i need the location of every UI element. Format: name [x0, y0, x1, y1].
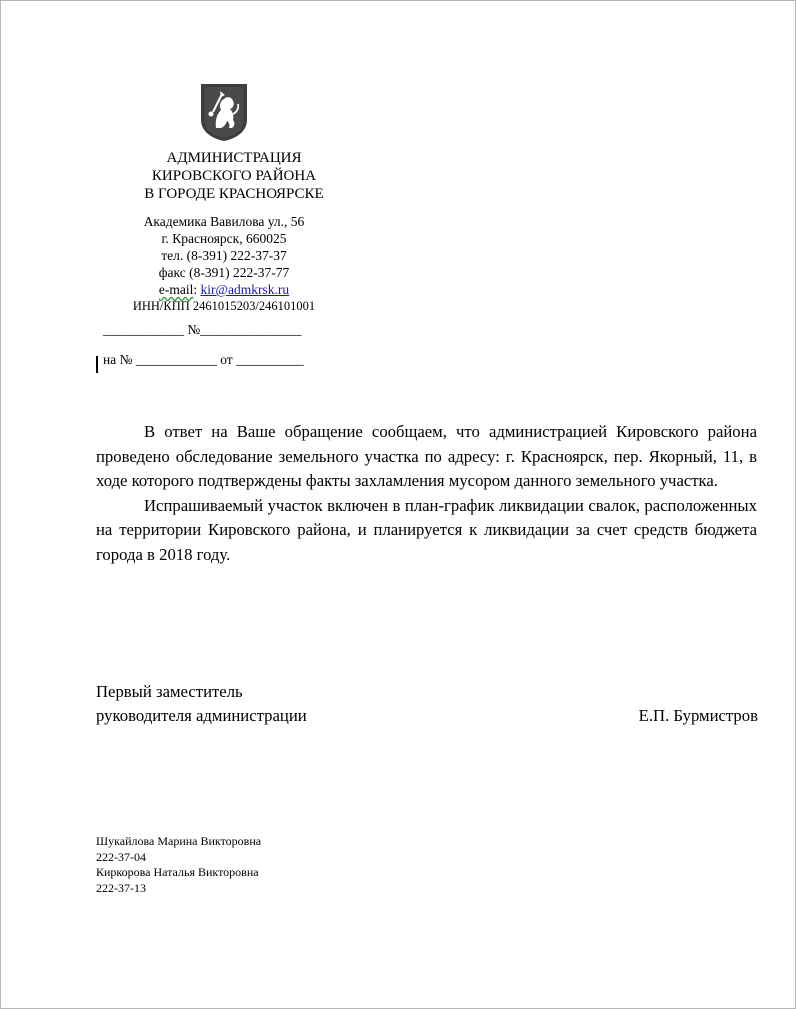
executor-name: Шукайлова Марина Викторовна: [96, 834, 262, 848]
organization-name: [96, 149, 372, 203]
phone: тел. (8-391) 222-37-37: [161, 248, 287, 263]
address-street: Академика Вавилова ул., 56: [143, 214, 305, 229]
incoming-reference-line: на № ____________ от __________: [103, 352, 304, 367]
position-line: Первый заместитель: [96, 682, 243, 701]
email-line: [96, 281, 352, 298]
signatory-name: Е.П. Бурмистров: [638, 706, 758, 725]
coat-of-arms-icon: [199, 82, 249, 142]
executors-block: [96, 834, 261, 896]
org-line: КИРОВСКОГО РАЙОНА: [151, 168, 317, 184]
outgoing-number-line: ____________ №_______________: [103, 322, 302, 337]
text-cursor: [96, 356, 98, 373]
position-line: руководителя администрации: [96, 706, 307, 725]
email-separator: :: [193, 282, 201, 297]
executor-phone: 222-37-13: [96, 880, 146, 895]
executor-phone: 222-37-04: [96, 849, 146, 864]
org-line: В ГОРОДЕ КРАСНОЯРСКЕ: [144, 186, 324, 202]
email-link[interactable]: kir@admkrsk.ru: [200, 282, 290, 297]
org-line: АДМИНИСТРАЦИЯ: [166, 150, 302, 166]
email-label: e-mail: [158, 282, 194, 297]
fax: факс (8-391) 222-37-77: [158, 265, 290, 280]
letter-body: [96, 420, 757, 568]
contact-block: [96, 213, 352, 315]
executor-name: Киркорова Наталья Викторовна: [96, 865, 259, 879]
body-paragraph: В ответ на Ваше обращение сообщаем, что администрацией Кировского района проведено обследование земельного участка по адресу: г. Красноярск, пер. Якорный, 11, в ходе которого подтверждены факты захламления мусором данного земельного участка.: [96, 422, 757, 491]
body-paragraph: Испрашиваемый участок включен в план-график ликвидации свалок, расположенных на территории Кировского района, и планируется к ликвидации за счет средств бюджета города в 2018 году.: [96, 495, 757, 564]
address-city: г. Красноярск, 660025: [161, 231, 287, 246]
signatory-position: [96, 680, 307, 728]
inn-kpp: ИНН/КПП 2461015203/246101001: [132, 299, 316, 313]
